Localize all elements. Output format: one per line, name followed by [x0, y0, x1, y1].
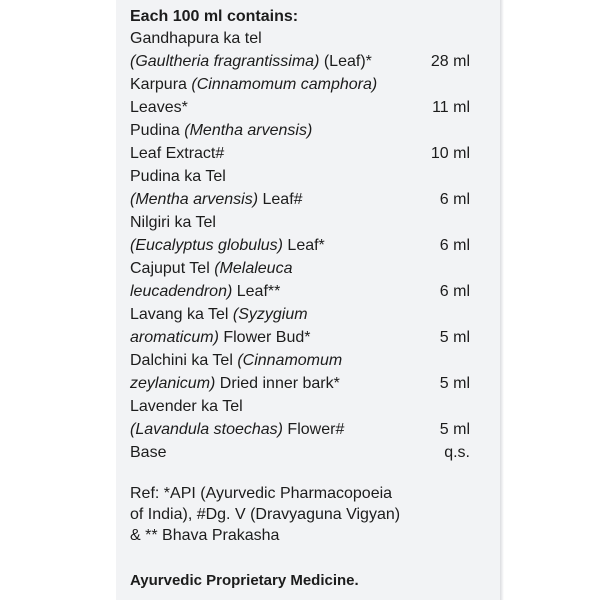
plant-part: Leaf#	[258, 191, 303, 208]
ingredient-name: Pudina ka Tel	[130, 168, 226, 185]
plant-part: (Leaf)*	[319, 53, 372, 70]
ingredient-name-line	[130, 119, 470, 142]
botanical-name: zeylanicum)	[130, 375, 216, 392]
ingredient-name-line	[130, 395, 470, 418]
ingredient-name: Karpura	[130, 76, 192, 93]
botanical-name: (Lavandula stoechas)	[130, 421, 283, 438]
botanical-name: (Melaleuca	[214, 260, 293, 277]
base-quantity: q.s.	[444, 444, 470, 461]
botanical-name: (Cinnamomum	[237, 352, 343, 369]
ingredient-detail-line	[130, 96, 470, 119]
quantity: 10 ml	[430, 145, 470, 162]
ingredient-detail-line	[130, 142, 470, 165]
ingredient-name: Pudina	[130, 122, 185, 139]
ingredient-name-line	[130, 211, 470, 234]
reference-note	[130, 483, 470, 546]
ingredient-name-line	[130, 349, 470, 372]
plant-part: Flower Bud*	[218, 329, 311, 346]
botanical-name: (Cinnamomum camphora)	[191, 76, 378, 93]
reference-line: & ** Bhava Prakasha	[130, 527, 280, 544]
plant-part: Dried inner bark*	[215, 375, 340, 392]
ingredient-name: Gandhapura ka tel	[130, 30, 262, 47]
base-label: Base	[130, 444, 167, 461]
ingredient-name: Lavang ka Tel	[130, 306, 233, 323]
ingredient-detail-line	[130, 372, 470, 395]
ingredient-name: Lavender ka Tel	[130, 398, 243, 415]
ingredient-detail-line	[130, 188, 470, 211]
quantity: 5 ml	[439, 329, 470, 346]
plant-part: Leaf**	[232, 283, 281, 300]
quantity: 28 ml	[430, 53, 470, 70]
quantity: 5 ml	[439, 375, 470, 392]
ingredient-detail-line	[130, 50, 470, 73]
ingredient-name-line	[130, 165, 470, 188]
ingredient-detail-line	[130, 234, 470, 257]
plant-part: Flower#	[282, 421, 345, 438]
plant-part: Leaf*	[282, 237, 325, 254]
botanical-name: (Gaultheria fragrantissima)	[130, 53, 320, 70]
plant-part: Leaf Extract#	[130, 145, 225, 162]
plant-part: Leaves*	[130, 99, 188, 116]
ingredient-name-line	[130, 303, 470, 326]
reference-line: Ref: *API (Ayurvedic Pharmacopoeia	[130, 485, 393, 502]
ingredient-name-line	[130, 73, 470, 96]
botanical-name: (Mentha arvensis)	[130, 191, 259, 208]
ingredient-name: Dalchini ka Tel	[130, 352, 238, 369]
medicine-classification: Ayurvedic Proprietary Medicine.	[130, 572, 359, 589]
ingredient-name: Cajuput Tel	[130, 260, 215, 277]
ingredient-name: Nilgiri ka Tel	[130, 214, 216, 231]
botanical-name: aromaticum)	[130, 329, 219, 346]
botanical-name: leucadendron)	[130, 283, 233, 300]
ingredient-name-line	[130, 27, 470, 50]
quantity: 6 ml	[439, 191, 470, 208]
reference-line: of India), #Dg. V (Dravyaguna Vigyan)	[130, 506, 401, 523]
botanical-name: (Syzygium	[232, 306, 308, 323]
ingredient-detail-line	[130, 326, 470, 349]
panel-edge	[500, 0, 504, 600]
ingredient-detail-line	[130, 418, 470, 441]
quantity: 6 ml	[439, 283, 470, 300]
ingredient-detail-line	[130, 280, 470, 303]
botanical-name: (Eucalyptus globulus)	[130, 237, 283, 254]
base-line	[130, 441, 470, 464]
contents-heading: Each 100 ml contains:	[130, 8, 299, 25]
quantity: 11 ml	[432, 99, 470, 116]
botanical-name: (Mentha arvensis)	[184, 122, 313, 139]
quantity: 5 ml	[439, 421, 470, 438]
quantity: 6 ml	[439, 237, 470, 254]
ingredient-name-line	[130, 257, 470, 280]
